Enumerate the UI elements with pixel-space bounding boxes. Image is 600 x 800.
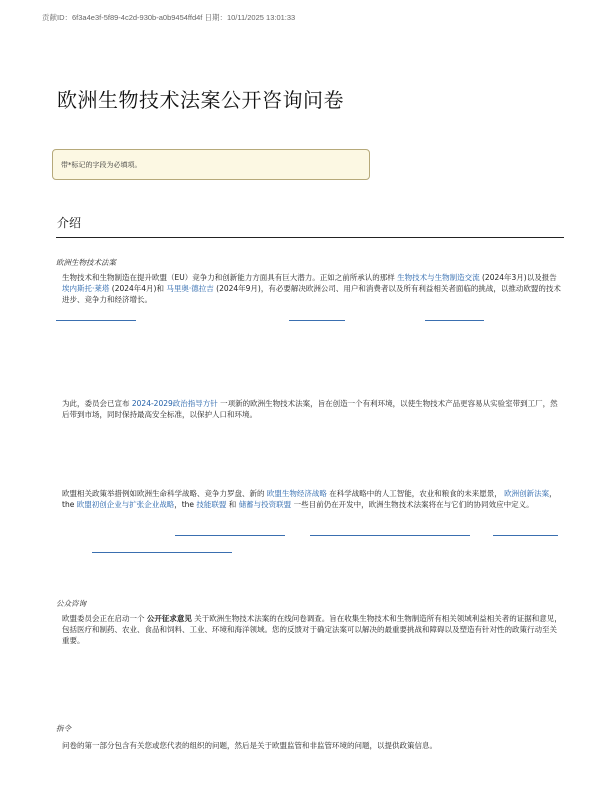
p3-text-1: 欧盟相关政策举措例如欧洲生命科学战略、竞争力罗盘、新的: [62, 489, 267, 498]
p3-text-3: ，the: [62, 489, 557, 509]
p3-text-6: 一些目前仍在开发中，欧洲生物技术法案将在与它们的协同效应中定义。: [291, 500, 534, 509]
link-savings-investment-union[interactable]: 储蓄与投资联盟: [238, 500, 292, 509]
instructions-paragraph: 问卷的第一部分包含有关您或您代表的组织的问题，然后是关于欧盟监管和非监管环境的问题，以提供政策信息。: [62, 741, 437, 750]
consultation-paragraph: [62, 613, 562, 646]
p1-text-4: (2024年9月)，有必要解决欧洲公司、用户和消费者以及所有利益相关者面临的挑战，以推动欧盟的技术进步、竞争力和经济增长。: [62, 284, 561, 304]
section-divider: [56, 237, 564, 238]
link-underline: [310, 535, 470, 536]
p3-text-4: ，the: [174, 500, 197, 509]
intro-paragraph-3: [62, 488, 562, 510]
link-biotech-communication[interactable]: 生物技术与生物制造交流: [397, 273, 480, 282]
link-skills-union[interactable]: 技能联盟: [196, 500, 227, 509]
link-underline: [289, 320, 345, 321]
p2-text-2: 一项新的欧洲生物技术法案，旨在创造一个有利环境，以使生物技术产品更容易从实验室带到工厂，然后带到市场，同时保持最高安全标准，以保护人口和环境。: [62, 399, 558, 419]
link-underline: [493, 535, 558, 536]
required-fields-notice: [52, 149, 370, 180]
intro-paragraph-1: [62, 272, 562, 305]
page-title: 欧洲生物技术法案公开咨询问卷: [57, 88, 344, 112]
p1-text-2: (2024年3月)以及报告: [479, 273, 557, 282]
link-innovation-act[interactable]: 欧洲创新法案: [504, 489, 550, 498]
link-underline: [175, 535, 285, 536]
section-heading-intro: 介绍: [57, 216, 82, 230]
link-underline: [425, 320, 484, 321]
subhead-public-consultation: 公众咨询: [56, 599, 86, 608]
subhead-instructions: 指令: [56, 724, 71, 733]
consultation-text-2: 关于欧洲生物技术法案的在线问卷调查。旨在收集生物技术和生物制造所有相关领域利益相关者的证据和意见，包括医疗和制药、农业、食品和饲料、工业、环境和海洋领域。您的反馈对于确定法案可以解决的最重要挑战和障碍以及塑造有针对性的政策行动至关重要。: [62, 614, 562, 645]
link-startup-scaleup-strategy[interactable]: 欧盟初创企业与扩张企业战略: [76, 500, 175, 509]
link-bioeconomy-strategy[interactable]: 欧盟生物经济战略: [266, 489, 327, 498]
link-underline: [56, 320, 136, 321]
p1-text-3: (2024年4月)和: [109, 284, 167, 293]
p3-text-5: 和: [226, 500, 239, 509]
notice-text: 带*标记的字段为必填项。: [61, 161, 142, 169]
link-political-guidelines[interactable]: 2024-2029政治指导方针: [131, 399, 218, 408]
link-letta-report[interactable]: 埃内斯托·莱塔: [62, 284, 110, 293]
consultation-text-1: 欧盟委员会正在启动一个: [62, 614, 147, 623]
contribution-meta: 贡献ID：6f3a4e3f-5f89-4c2d-930b-a0b9454ffd4f 日期：10/11/2025 13:01:33: [42, 13, 296, 22]
subhead-biotech-act: 欧洲生物技术法案: [56, 258, 116, 267]
p1-text-1: 生物技术和生物制造在提升欧盟（EU）竞争力和创新能力方面具有巨大潜力。正如之前所承认的那样: [62, 273, 398, 282]
link-underline: [92, 552, 232, 553]
p3-text-2: 在科学战略中的人工智能，农业和粮食的未来愿景，: [326, 489, 505, 498]
link-draghi-report[interactable]: 马里奥·德拉吉: [166, 284, 214, 293]
p2-text-1: 为此，委员会已宣布: [62, 399, 132, 408]
consultation-bold: 公开征求意见: [146, 614, 192, 623]
intro-paragraph-2: [62, 398, 562, 420]
